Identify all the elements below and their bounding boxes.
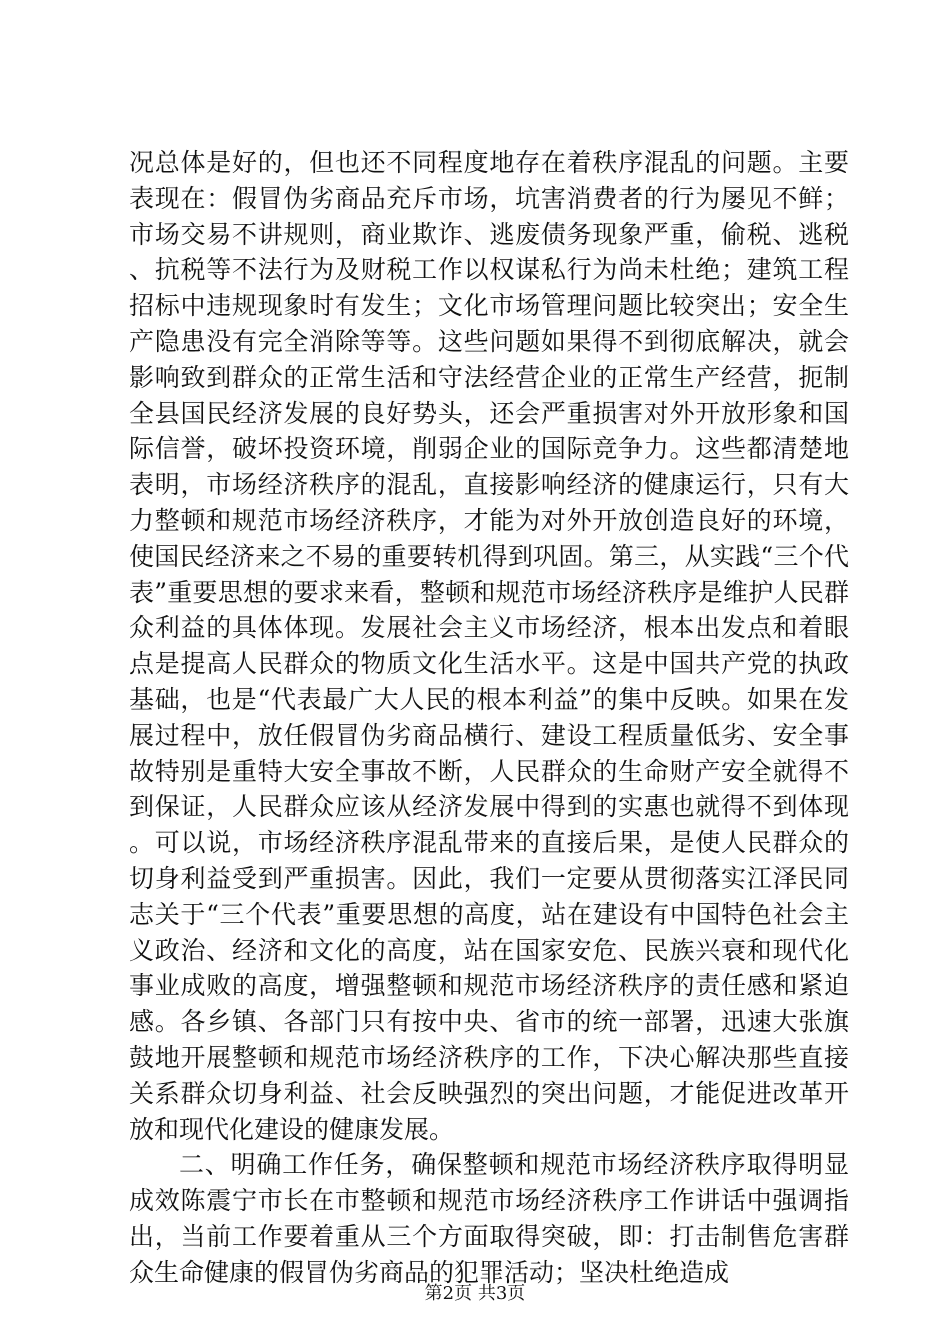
page-footer: 第2页 共3页 <box>424 1283 526 1304</box>
paragraph-2: 二、明确工作任务，确保整顿和规范市场经济秩序取得明显成效陈震宁市长在市整顿和规范市场经济秩序工作讲话中强调指出，当前工作要着重从三个方面取得突破，即：打击制售危害群众生命健康的假冒伪劣商品的犯罪活动；坚决杜绝造成 <box>129 1150 849 1287</box>
paragraph-1: 况总体是好的，但也还不同程度地存在着秩序混乱的问题。主要表现在：假冒伪劣商品充斥市场，坑害消费者的行为屡见不鲜；市场交易不讲规则，商业欺诈、逃废债务现象严重，偷税、逃税、抗税等不法行为及财税工作以权谋私行为尚未杜绝；建筑工程招标中违规现象时有发生；文化市场管理问题比较突出；安全生产隐患没有完全消除等等。这些问题如果得不到彻底解决，就会影响致到群众的正常生活和守法经营企业的正常生产经营，扼制全县国民经济发展的良好势头，还会严重损害对外开放形象和国际信誉，破坏投资环境，削弱企业的国际竞争力。这些都清楚地表明，市场经济秩序的混乱，直接影响经济的健康运行，只有大力整顿和规范市场经济秩序，才能为对外开放创造良好的环境，使国民经济来之不易的重要转机得到巩固。第三，从实践“三个代表”重要思想的要求来看，整顿和规范市场经济秩序是维护人民群众利益的具体体现。发展社会主义市场经济，根本出发点和着眼点是提高人民群众的物质文化生活水平。这是中国共产党的执政基础，也是“代表最广大人民的根本利益”的集中反映。如果在发展过程中，放任假冒伪劣商品横行、建设工程质量低劣、安全事故特别是重特大安全事故不断，人民群众的生命财产安全就得不到保证，人民群众应该从经济发展中得到的实惠也就得不到体现。可以说，市场经济秩序混乱带来的直接后果，是使人民群众的切身利益受到严重损害。因此，我们一定要从贯彻落实江泽民同志关于“三个代表”重要思想的高度，站在建设有中国特色社会主义政治、经济和文化的高度，站在国家安危、民族兴衰和现代化事业成败的高度，增强整顿和规范市场经济秩序的责任感和紧迫感。各乡镇、各部门只有按中央、省市的统一部署，迅速大张旗鼓地开展整顿和规范市场经济秩序的工作，下决心解决那些直接关系群众切身利益、社会反映强烈的突出问题，才能促进改革开放和现代化建设的健康发展。 <box>129 148 849 1144</box>
document-body <box>129 145 849 1291</box>
